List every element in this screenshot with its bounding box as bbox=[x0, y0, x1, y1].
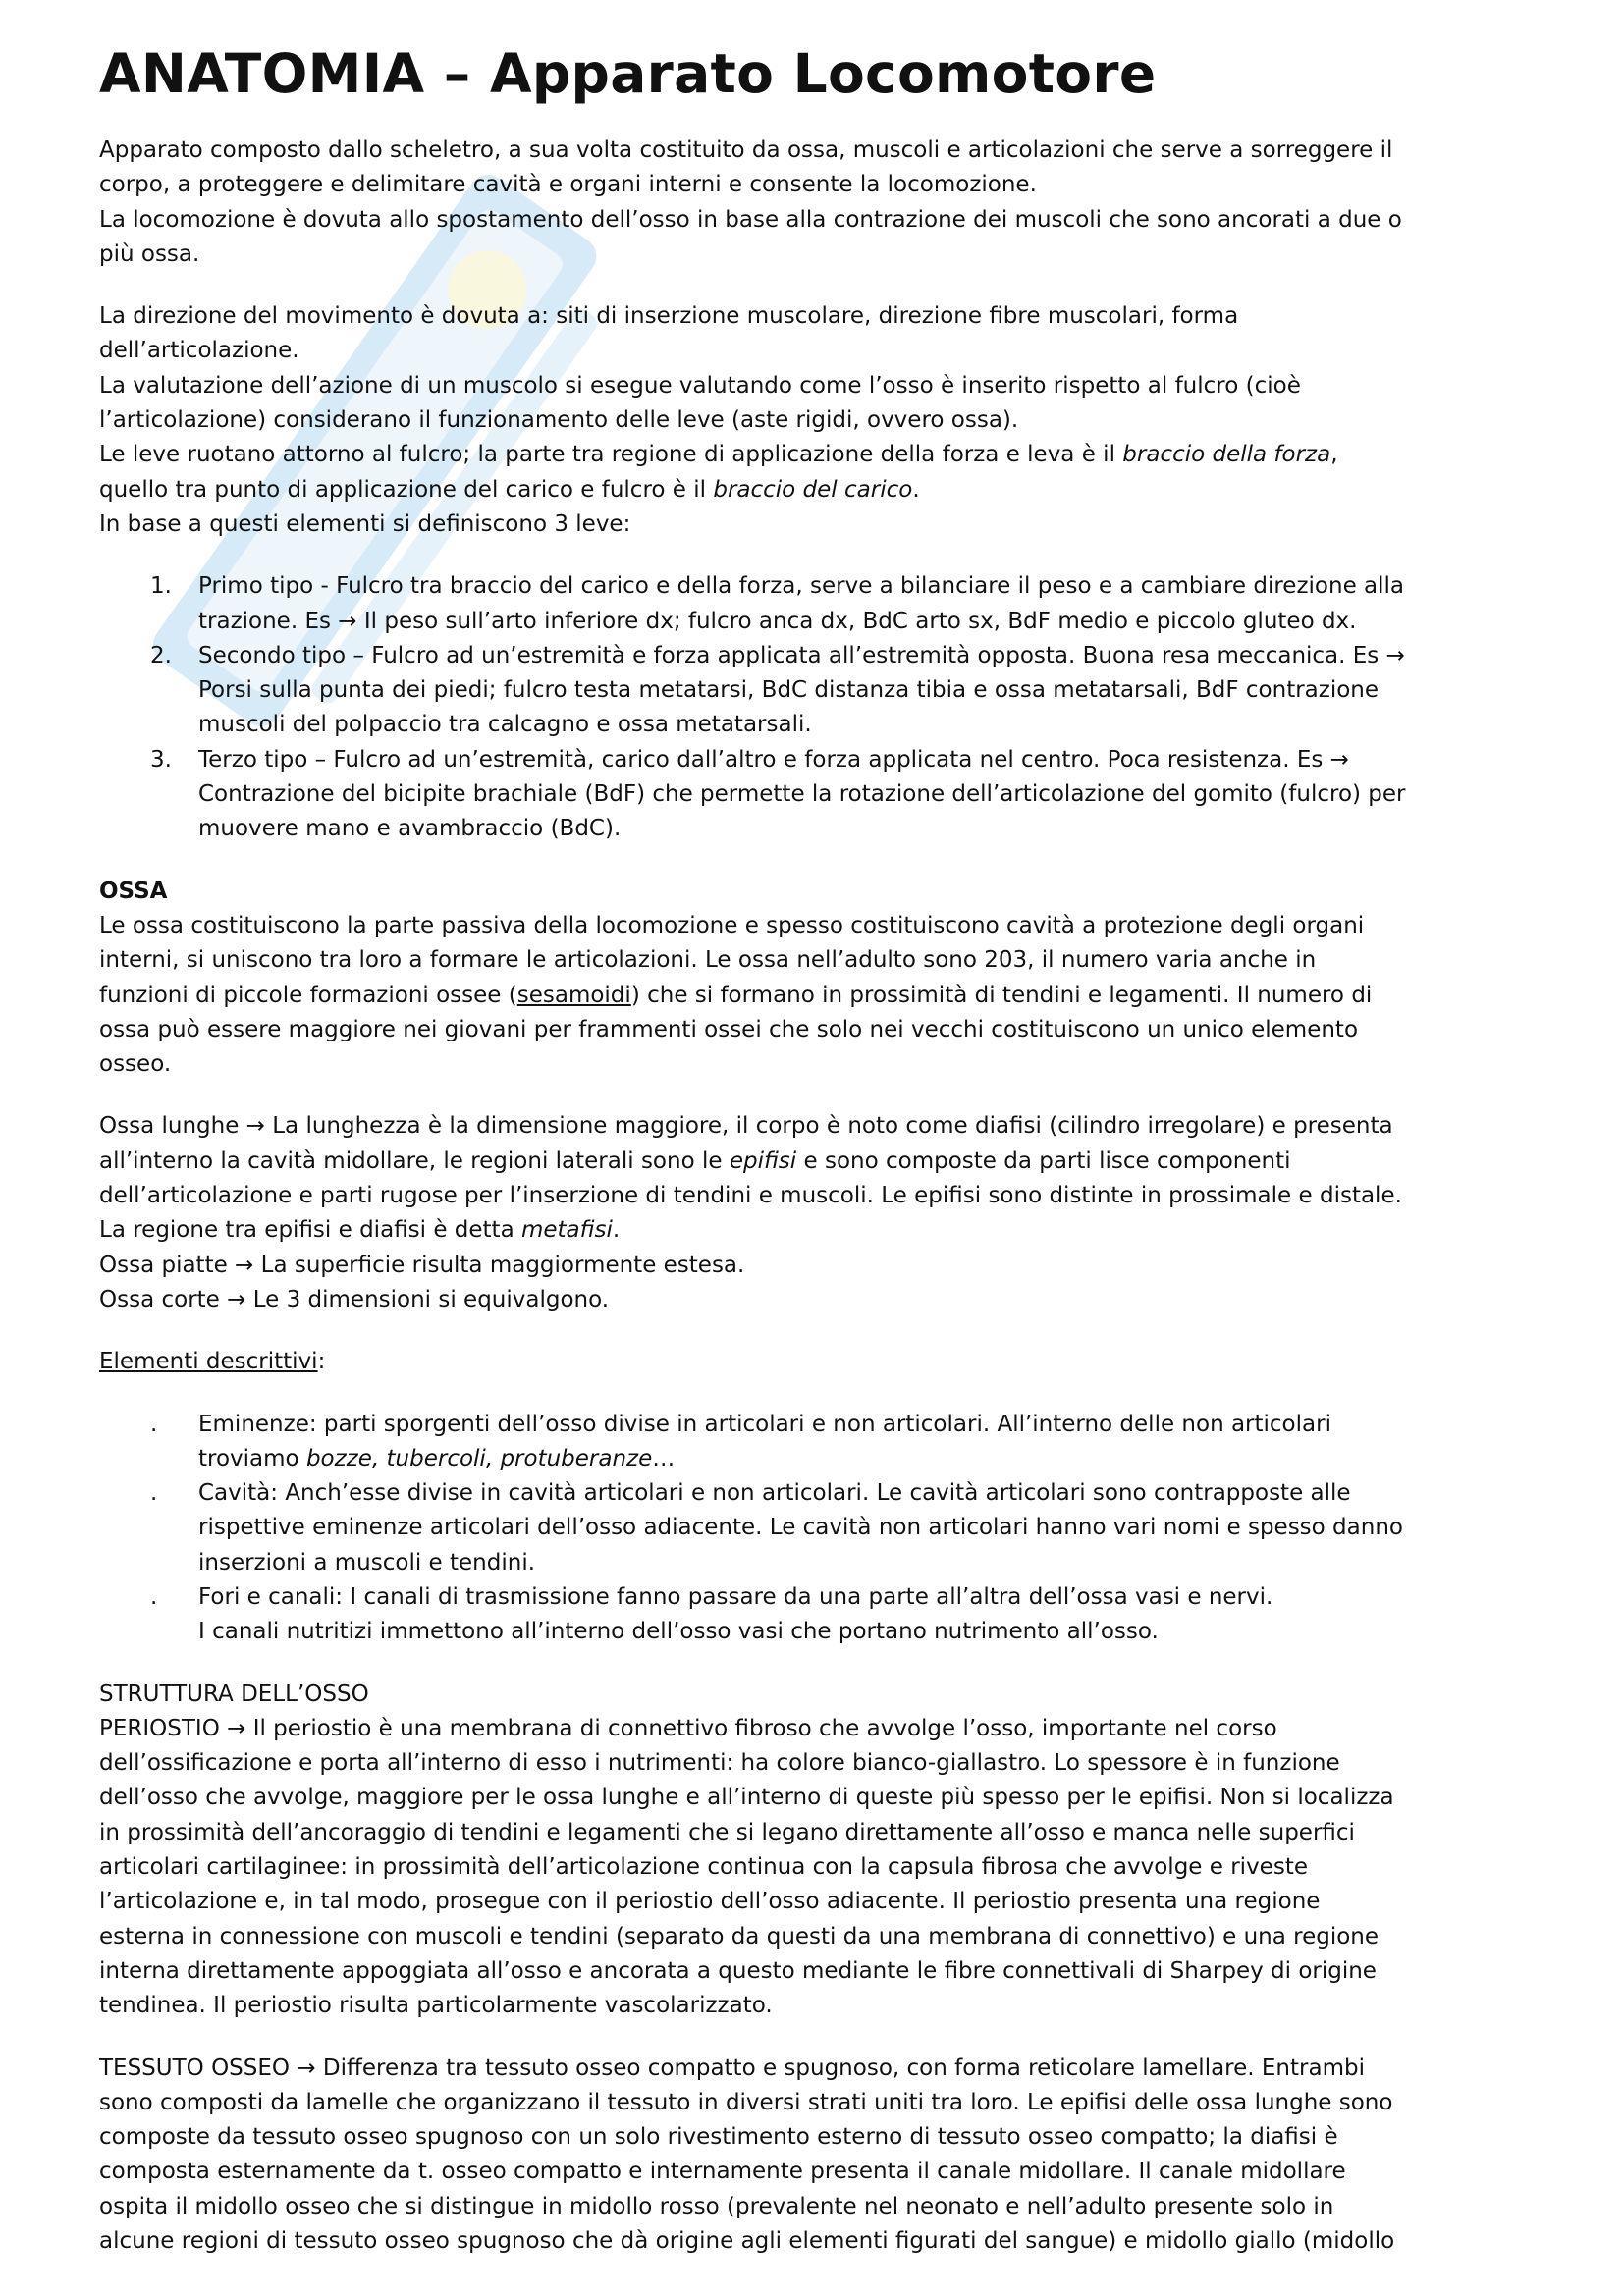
text-run: all’interno la cavità midollare, le regioni laterali sono le bbox=[99, 1148, 730, 1174]
text-line bbox=[198, 1580, 1533, 1615]
text-line bbox=[198, 743, 1533, 777]
list-item bbox=[99, 639, 1533, 743]
text-run: articolari cartilaginee: in prossimità dell’articolazione continua con la capsula fibrosa che avvolge e riveste bbox=[99, 1854, 1308, 1881]
text-line bbox=[99, 1249, 1533, 1283]
text-run: Ossa piatte → La superficie risulta maggiormente estesa. bbox=[99, 1252, 745, 1278]
text-run: I canali nutritizi immettono all’interno dell’osso vasi che portano nutrimento all’osso. bbox=[198, 1619, 1159, 1645]
paragraph bbox=[99, 1678, 1533, 2024]
text-line bbox=[99, 403, 1533, 438]
text-run: ospita il midollo osseo che si distingue in midollo rosso (prevalente nel neonato e nell’adulto presente solo in bbox=[99, 2193, 1334, 2219]
text-run: muovere mano e avambraccio (BdC). bbox=[198, 816, 622, 842]
list bbox=[99, 569, 1533, 846]
list-marker: 2. bbox=[150, 642, 172, 668]
text-run: dell’ossificazione e porta all’interno di esso i nutrimenti: ha colore bianco-giallastro. Lo spessore è in funzione bbox=[99, 1750, 1340, 1777]
text-line bbox=[99, 909, 1533, 943]
text-run: ) che si formano in prossimità di tendini e legamenti. Il numero di bbox=[630, 982, 1373, 1008]
italic-text: bozze, tubercoli, protuberanze bbox=[305, 1445, 653, 1471]
text-line bbox=[99, 1678, 1533, 1712]
text-line bbox=[99, 369, 1533, 403]
text-run: in prossimità dell’ancoraggio di tendini e legamenti che si legano direttamente all’osso e manca nelle superfici bbox=[99, 1819, 1355, 1845]
text-line bbox=[99, 1885, 1533, 1919]
text-run: Cavità: Anch’esse divise in cavità articolari e non articolari. Le cavità articolari sono contrapposte alle bbox=[198, 1480, 1351, 1507]
text-run: dell’articolazione. bbox=[99, 338, 299, 364]
paragraph bbox=[99, 2052, 1533, 2260]
text-line bbox=[99, 1283, 1533, 1317]
list-item bbox=[99, 569, 1533, 639]
text-line bbox=[99, 943, 1533, 978]
text-run: troviamo bbox=[198, 1445, 306, 1471]
italic-text: braccio del carico bbox=[713, 476, 913, 503]
text-run: Le leve ruotano attorno al fulcro; la parte tra regione di applicazione della forza e leva è il bbox=[99, 442, 1123, 468]
list-marker: 3. bbox=[150, 746, 172, 773]
text-run: . bbox=[912, 476, 920, 503]
underlined-text: sesamoidi bbox=[516, 982, 631, 1008]
paragraph bbox=[99, 875, 1533, 1083]
text-run: e sono composte da parti lisce componenti bbox=[796, 1148, 1291, 1174]
text-line bbox=[99, 1746, 1533, 1781]
text-line bbox=[198, 1511, 1533, 1545]
text-run: La locomozione è dovuta allo spostamento dell’osso in base alla contrazione dei muscoli che sono ancorati a due o bbox=[99, 206, 1402, 233]
text-line bbox=[198, 605, 1533, 639]
text-line bbox=[99, 1345, 1533, 1379]
text-line bbox=[99, 1213, 1533, 1248]
text-line bbox=[99, 1013, 1533, 1047]
text-line bbox=[99, 507, 1533, 542]
text-run: Fori e canali: I canali di trasmissione fanno passare da una parte all’altra dell’ossa vasi e nervi. bbox=[198, 1583, 1273, 1610]
text-line bbox=[99, 1712, 1533, 1746]
text-line bbox=[99, 1109, 1533, 1144]
text-line bbox=[99, 2155, 1533, 2189]
text-run: Primo tipo - Fulcro tra braccio del carico e della forza, serve a bilanciare il peso e a cambiare direzione alla bbox=[198, 573, 1404, 600]
paragraph bbox=[99, 133, 1533, 272]
text-line bbox=[99, 238, 1533, 272]
text-run: l’articolazione) considerano il funzionamento delle leve (aste rigidi, ovvero ossa). bbox=[99, 407, 1019, 434]
text-line bbox=[198, 1442, 1533, 1476]
text-line bbox=[198, 1615, 1533, 1649]
list-item bbox=[99, 743, 1533, 847]
text-line bbox=[99, 1850, 1533, 1885]
text-run: inserzioni a muscoli e tendini. bbox=[198, 1549, 536, 1575]
text-line bbox=[99, 1145, 1533, 1179]
text-run: . bbox=[612, 1217, 621, 1244]
text-line bbox=[99, 1816, 1533, 1850]
text-run: … bbox=[652, 1445, 676, 1471]
text-run: più ossa. bbox=[99, 240, 200, 267]
list-marker: . bbox=[150, 1480, 158, 1507]
text-line bbox=[99, 2190, 1533, 2224]
text-run: esterna in connessione con muscoli e tendini (separato da questi da una membrana di connettivo) e una regione bbox=[99, 1923, 1380, 1949]
paragraph bbox=[99, 1109, 1533, 1317]
italic-text: metafisi bbox=[520, 1217, 613, 1244]
text-run: Ossa lunghe → La lunghezza è la dimensione maggiore, il corpo è noto come diafisi (cilindro irregolare) e presenta bbox=[99, 1113, 1393, 1140]
paragraph bbox=[99, 1345, 1533, 1379]
text-run: dell’articolazione e parti rugose per l’inserzione di tendini e muscoli. Le epifisi sono distinte in prossimale e distale. bbox=[99, 1183, 1402, 1209]
text-run: STRUTTURA DELL’OSSO bbox=[99, 1681, 369, 1707]
document-title: ANATOMIA – Apparato Locomotore bbox=[99, 42, 1157, 105]
text-line bbox=[99, 133, 1533, 168]
text-run: Secondo tipo – Fulcro ad un’estremità e forza applicata all’estremità opposta. Buona resa meccanica. Es → bbox=[198, 642, 1405, 668]
text-run: : bbox=[317, 1349, 326, 1375]
paragraph bbox=[99, 299, 1533, 542]
text-run: quello tra punto di applicazione del carico e fulcro è il bbox=[99, 476, 714, 503]
text-line bbox=[99, 2086, 1533, 2120]
text-line bbox=[99, 979, 1533, 1013]
text-run: l’articolazione e, in tal modo, prosegue con il periostio dell’osso adiacente. Il periostio presenta una regione bbox=[99, 1889, 1321, 1915]
text-line bbox=[99, 1954, 1533, 1989]
text-line bbox=[198, 812, 1533, 846]
text-run: Contrazione del bicipite brachiale (BdF) che permette la rotazione dell’articolazione del gomito (fulcro) per bbox=[198, 781, 1406, 808]
document-body bbox=[99, 133, 1533, 2259]
text-run: trazione. Es → Il peso sull’arto inferiore dx; fulcro anca dx, BdC arto sx, BdF medio e piccolo gluteo dx. bbox=[198, 608, 1357, 634]
text-line bbox=[99, 203, 1533, 238]
text-line bbox=[99, 2052, 1533, 2086]
text-run: composta esternamente da t. osseo compatto e internamente presenta il canale midollare. Il canale midollare bbox=[99, 2159, 1346, 2185]
list-marker: . bbox=[150, 1583, 158, 1610]
text-line bbox=[198, 639, 1533, 673]
text-line bbox=[198, 1546, 1533, 1580]
text-line bbox=[99, 473, 1533, 507]
text-run: dell’osso che avvolge, maggiore per le ossa lunghe e all’interno di queste più spesso per le epifisi. Non si localizza bbox=[99, 1785, 1394, 1811]
text-run: tendinea. Il periostio risulta particolarmente vascolarizzato. bbox=[99, 1993, 773, 2019]
text-line bbox=[99, 299, 1533, 334]
text-run: La valutazione dell’azione di un muscolo si esegue valutando come l’osso è inserito rispetto al fulcro (cioè bbox=[99, 372, 1301, 399]
list bbox=[99, 1408, 1533, 1650]
italic-text: epifisi bbox=[729, 1148, 797, 1174]
text-line bbox=[99, 1179, 1533, 1213]
text-run: rispettive eminenze articolari dell’osso adiacente. Le cavità non articolari hanno vari nomi e spesso danno bbox=[198, 1515, 1403, 1541]
text-run: Apparato composto dallo scheletro, a sua volta costituito da ossa, muscoli e articolazioni che serve a sorreggere il bbox=[99, 137, 1393, 163]
text-run: Ossa corte → Le 3 dimensioni si equivalgono. bbox=[99, 1286, 610, 1312]
text-line bbox=[198, 673, 1533, 708]
list-item bbox=[99, 1580, 1533, 1650]
text-run: Eminenze: parti sporgenti dell’osso divise in articolari e non articolari. All’interno delle non articolari bbox=[198, 1411, 1331, 1437]
text-run: ossa può essere maggiore nei giovani per frammenti ossei che solo nei vecchi costituiscono un unico elemento bbox=[99, 1016, 1359, 1042]
text-line bbox=[99, 1920, 1533, 1954]
text-line bbox=[198, 1476, 1533, 1511]
text-run: In base a questi elementi si definiscono 3 leve: bbox=[99, 510, 631, 537]
list-item bbox=[99, 1408, 1533, 1477]
text-run: muscoli del polpaccio tra calcagno e ossa metatarsali. bbox=[198, 712, 812, 738]
text-run: composte da tessuto osseo spugnoso con un solo rivestimento esterno di tessuto osseo compatto; la diafisi è bbox=[99, 2124, 1338, 2151]
text-line bbox=[198, 569, 1533, 604]
text-run: , bbox=[1330, 442, 1338, 468]
text-line bbox=[99, 1781, 1533, 1815]
text-run: La direzione del movimento è dovuta a: siti di inserzione muscolare, direzione fibre muscolari, forma bbox=[99, 303, 1239, 330]
text-line bbox=[99, 438, 1533, 472]
text-line bbox=[99, 1047, 1533, 1082]
underlined-text: Elementi descrittivi bbox=[99, 1349, 318, 1375]
text-line bbox=[99, 2120, 1533, 2155]
text-run: sono composti da lamelle che organizzano il tessuto in diversi strati uniti tra loro. Le epifisi delle ossa lunghe sono bbox=[99, 2089, 1393, 2115]
list-marker: 1. bbox=[150, 573, 172, 600]
text-run: interna direttamente appoggiata all’osso e ancorata a questo mediante le fibre connettivali di Sharpey di origine bbox=[99, 1957, 1377, 1984]
text-run: Porsi sulla punta dei piedi; fulcro testa metatarsi, BdC distanza tibia e ossa metatarsali, BdF contrazione bbox=[198, 677, 1380, 704]
list-item bbox=[99, 1476, 1533, 1580]
text-run: funzioni di piccole formazioni ossee ( bbox=[99, 982, 517, 1008]
text-run: Le ossa costituiscono la parte passiva della locomozione e spesso costituiscono cavità a protezione degli organi bbox=[99, 912, 1365, 938]
text-line bbox=[198, 1408, 1533, 1442]
text-run: TESSUTO OSSEO → Differenza tra tessuto osseo compatto e spugnoso, con forma reticolare lamellare. Entrambi bbox=[99, 2055, 1365, 2081]
text-line bbox=[198, 708, 1533, 742]
text-run: La regione tra epifisi e diafisi è detta bbox=[99, 1217, 521, 1244]
text-run: osseo. bbox=[99, 1051, 172, 1078]
text-line bbox=[99, 875, 1533, 909]
document-page bbox=[99, 39, 1533, 2286]
text-run: alcune regioni di tessuto osseo spugnoso che dà origine agli elementi figurati del sangue) e midollo giallo (midollo bbox=[99, 2228, 1395, 2255]
text-line bbox=[99, 1989, 1533, 2023]
text-line bbox=[99, 334, 1533, 368]
italic-text: braccio della forza bbox=[1122, 442, 1331, 468]
text-line bbox=[198, 777, 1533, 812]
section-heading: OSSA bbox=[99, 878, 168, 904]
text-line bbox=[99, 168, 1533, 202]
text-run: interni, si uniscono tra loro a formare le articolazioni. Le ossa nell’adulto sono 203, il numero varia anche in bbox=[99, 947, 1317, 974]
text-run: PERIOSTIO → Il periostio è una membrana di connettivo fibroso che avvolge l’osso, importante nel corso bbox=[99, 1715, 1277, 1741]
text-run: corpo, a proteggere e delimitare cavità e organi interni e consente la locomozione. bbox=[99, 172, 1037, 198]
text-line bbox=[99, 2224, 1533, 2259]
list-marker: . bbox=[150, 1411, 158, 1437]
text-run: Terzo tipo – Fulcro ad un’estremità, carico dall’altro e forza applicata nel centro. Poca resistenza. Es → bbox=[198, 746, 1349, 773]
